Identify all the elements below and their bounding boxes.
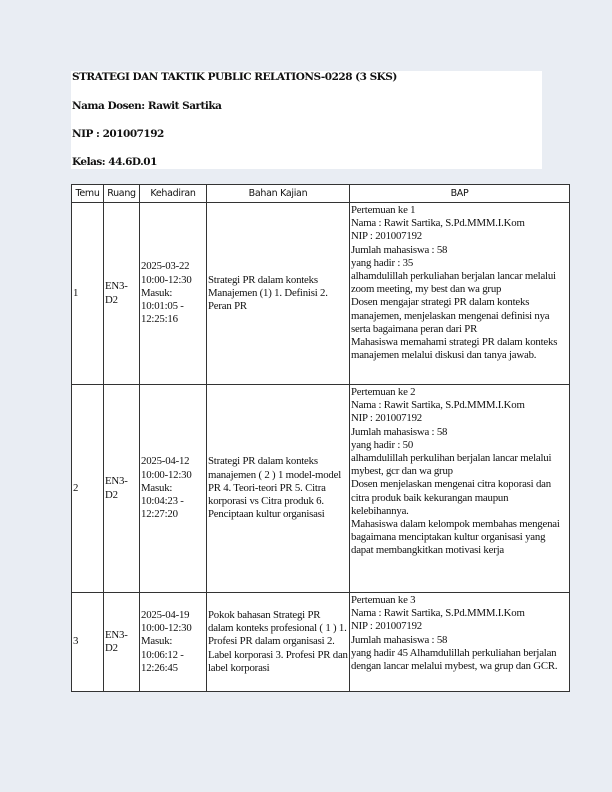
bap-line: alhamdulillah perkulihan berjalan lancar melalui mybest, gcr dan wa grup xyxy=(351,452,552,478)
bap-line: NIP : 201007192 xyxy=(351,230,422,243)
cell-temu: 3 xyxy=(72,593,104,692)
table-row xyxy=(72,203,570,385)
bap-line: yang hadir : 50 xyxy=(351,438,414,451)
cell-temu: 2 xyxy=(72,385,104,593)
cell-bahan-kajian: Strategi PR dalam konteks manajemen ( 2 ) 1 model-model PR 4. Teori-teori PR 5. Citra korporasi vs Citra produk 6. Penciptaan kultur organisasi xyxy=(207,385,350,593)
lecturer-nip: NIP : 201007192 xyxy=(72,128,164,140)
column-header-kehadiran: Kehadiran xyxy=(140,185,207,203)
bap-line: Mahasiswa memahami strategi PR dalam konteks manajemen melalui diskusi dan tanya jawab. xyxy=(351,336,558,362)
bap-line: NIP : 201007192 xyxy=(351,620,422,633)
cell-kehadiran: 2025-04-12 10:00-12:30 Masuk: 10:04:23 - 12:27:20 xyxy=(140,385,207,593)
cell-bap xyxy=(350,593,570,692)
bap-line: Nama : Rawit Sartika, S.Pd.MMM.I.Kom xyxy=(351,217,525,230)
bap-line: Jumlah mahasiswa : 58 xyxy=(351,633,448,646)
table-row xyxy=(72,385,570,593)
bap-line: NIP : 201007192 xyxy=(351,412,422,425)
bap-line: Pertemuan ke 2 xyxy=(351,386,416,398)
column-header-ruang: Ruang xyxy=(104,185,140,203)
bap-line: yang hadir 45 Alhamdulillah perkuliahan berjalan dengan lancar melalui mybest, wa grup dan GCR. xyxy=(351,646,558,673)
document-header xyxy=(71,71,542,169)
bap-line: Nama : Rawit Sartika, S.Pd.MMM.I.Kom xyxy=(351,399,525,412)
bap-line: Mahasiswa dalam kelompok membahas mengenai bagaimana menciptakan kultur organisasi yang dapat membangkitkan motivasi kerja xyxy=(351,518,560,557)
bap-line: Dosen menjelaskan mengenai citra koporasi dan citra produk baik kekurangan maupun kelebihannya. xyxy=(351,478,551,517)
course-title: STRATEGI DAN TAKTIK PUBLIC RELATIONS-0228 (3 SKS) xyxy=(72,71,397,83)
table-header-row xyxy=(72,185,570,203)
cell-bap xyxy=(350,203,570,385)
bap-line: Nama : Rawit Sartika, S.Pd.MMM.I.Kom xyxy=(351,607,525,620)
lecturer-name: Nama Dosen: Rawit Sartika xyxy=(72,100,222,112)
cell-kehadiran: 2025-03-22 10:00-12:30 Masuk: 10:01:05 - 12:25:16 xyxy=(140,203,207,385)
bap-line: Pertemuan ke 3 xyxy=(351,594,416,606)
cell-ruang: EN3-D2 xyxy=(104,203,140,385)
bap-line: Jumlah mahasiswa : 58 xyxy=(351,243,448,256)
bap-line: alhamdulillah perkuliahan berjalan lancar melalui zoom meeting, my best dan wa grup xyxy=(351,270,556,296)
cell-temu: 1 xyxy=(72,203,104,385)
column-header-bap: BAP xyxy=(350,185,570,203)
cell-bap xyxy=(350,385,570,593)
class-code: Kelas: 44.6D.01 xyxy=(72,156,157,168)
bap-line: Dosen mengajar strategi PR dalam konteks manajemen, menjelaskan mengenai definisi nya serta bagaimana peran dari PR xyxy=(351,296,550,335)
table-row xyxy=(72,593,570,692)
bap-line: Jumlah mahasiswa : 58 xyxy=(351,425,448,438)
cell-bahan-kajian: Strategi PR dalam konteks Manajemen (1) 1. Definisi 2. Peran PR xyxy=(207,203,350,385)
cell-ruang: EN3-D2 xyxy=(104,385,140,593)
cell-bahan-kajian: Pokok bahasan Strategi PR dalam konteks profesional ( 1 ) 1. Profesi PR dalam organisasi 2. Label korporasi 3. Profesi PR dan label korporasi xyxy=(207,593,350,692)
column-header-bahan-kajian: Bahan Kajian xyxy=(207,185,350,203)
cell-kehadiran: 2025-04-19 10:00-12:30 Masuk: 10:06:12 - 12:26:45 xyxy=(140,593,207,692)
bap-line: yang hadir : 35 xyxy=(351,256,414,269)
column-header-temu: Temu xyxy=(72,185,104,203)
cell-ruang: EN3-D2 xyxy=(104,593,140,692)
bap-line: Pertemuan ke 1 xyxy=(351,204,416,216)
attendance-table xyxy=(71,184,570,692)
